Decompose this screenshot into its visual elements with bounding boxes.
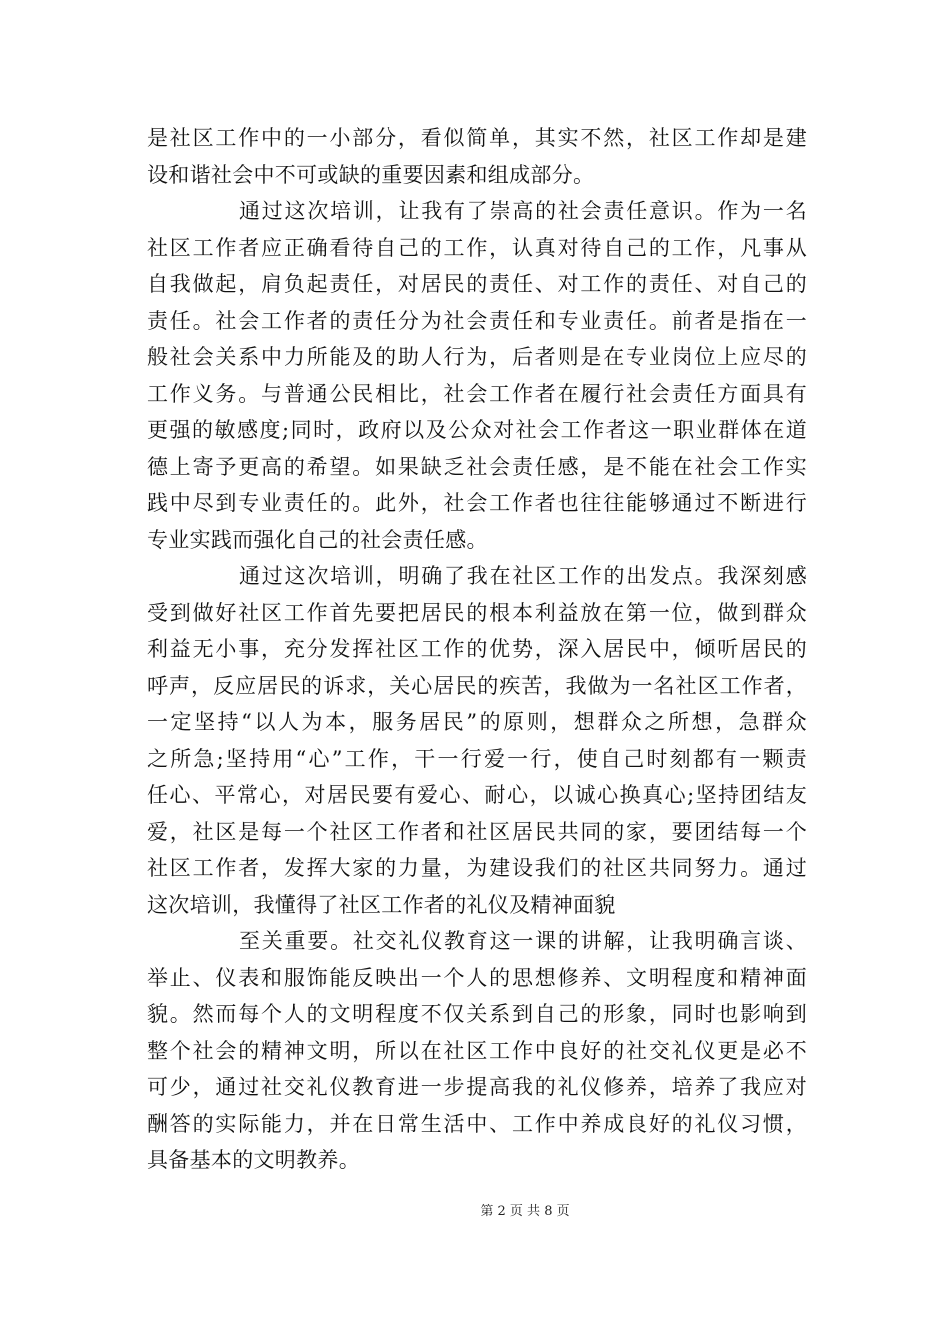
- text-line: 通过这次培训，明确了我在社区工作的出发点。我深刻感: [239, 564, 807, 588]
- text-line: 至关重要。社交礼仪教育这一课的讲解，让我明确言谈、: [239, 929, 807, 953]
- page-number: 第 2 页 共 8 页: [480, 1204, 570, 1219]
- text-line: 般社会关系中力所能及的助人行为，后者则是在专业岗位上应尽的: [147, 345, 807, 369]
- text-line: 社区工作者，发挥大家的力量，为建设我们的社区共同努力。通过: [147, 856, 807, 880]
- paragraph: [147, 193, 807, 558]
- text-line: 是社区工作中的一小部分，看似简单，其实不然，社区工作却是建: [147, 126, 807, 150]
- text-line: 更强的敏感度;同时，政府以及公众对社会工作者这一职业群体在道: [147, 418, 807, 442]
- text-line: 呼声，反应居民的诉求，关心居民的疾苦，我做为一名社区工作者，: [147, 673, 807, 698]
- text-line: 具备基本的文明教养。: [147, 1148, 360, 1172]
- text-line: 受到做好社区工作首先要把居民的根本利益放在第一位，做到群众: [147, 600, 807, 625]
- text-line: 一定坚持“以人为本，服务居民”的原则，想群众之所想，急群众: [147, 710, 807, 734]
- text-line: 践中尽到专业责任的。此外，社会工作者也往往能够通过不断进行: [147, 491, 807, 515]
- text-line: 专业实践而强化自己的社会责任感。: [147, 527, 488, 552]
- text-line: 貌。然而每个人的文明程度不仅关系到自己的形象，同时也影响到: [147, 1002, 807, 1026]
- text-line: 爱，社区是每一个社区工作者和社区居民共同的家，要团结每一个: [147, 819, 807, 844]
- paragraph: [147, 120, 807, 193]
- text-line: 任心、平常心，对居民要有爱心、耐心，以诚心换真心;坚持团结友: [147, 783, 807, 807]
- text-line: 整个社会的精神文明，所以在社区工作中良好的社交礼仪更是必不: [147, 1038, 807, 1063]
- text-line: 举止、仪表和服饰能反映出一个人的思想修养、文明程度和精神面: [147, 965, 807, 990]
- text-line: 这次培训，我懂得了社区工作者的礼仪及精神面貌: [147, 892, 616, 917]
- text-line: 设和谐社会中不可或缺的重要因素和组成部分。: [147, 162, 595, 187]
- paragraph: [147, 558, 807, 923]
- paragraph: [147, 923, 807, 1179]
- text-line: 酬答的实际能力，并在日常生活中、工作中养成良好的礼仪习惯，: [147, 1111, 807, 1136]
- text-line: 工作义务。与普通公民相比，社会工作者在履行社会责任方面具有: [147, 381, 807, 406]
- text-line: 之所急;坚持用“心”工作，干一行爱一行，使自己时刻都有一颗责: [147, 746, 807, 771]
- text-line: 通过这次培训，让我有了崇高的社会责任意识。作为一名: [239, 199, 807, 223]
- text-line: 德上寄予更高的希望。如果缺乏社会责任感，是不能在社会工作实: [147, 454, 807, 479]
- text-line: 社区工作者应正确看待自己的工作，认真对待自己的工作，凡事从: [147, 235, 807, 260]
- text-line: 责任。社会工作者的责任分为社会责任和专业责任。前者是指在一: [147, 308, 807, 333]
- text-line: 利益无小事，充分发挥社区工作的优势，深入居民中，倾听居民的: [147, 637, 807, 661]
- document-body: [147, 120, 807, 1179]
- text-line: 可少，通过社交礼仪教育进一步提高我的礼仪修养，培养了我应对: [147, 1075, 807, 1099]
- text-line: 自我做起，肩负起责任，对居民的责任、对工作的责任、对自己的: [147, 272, 807, 296]
